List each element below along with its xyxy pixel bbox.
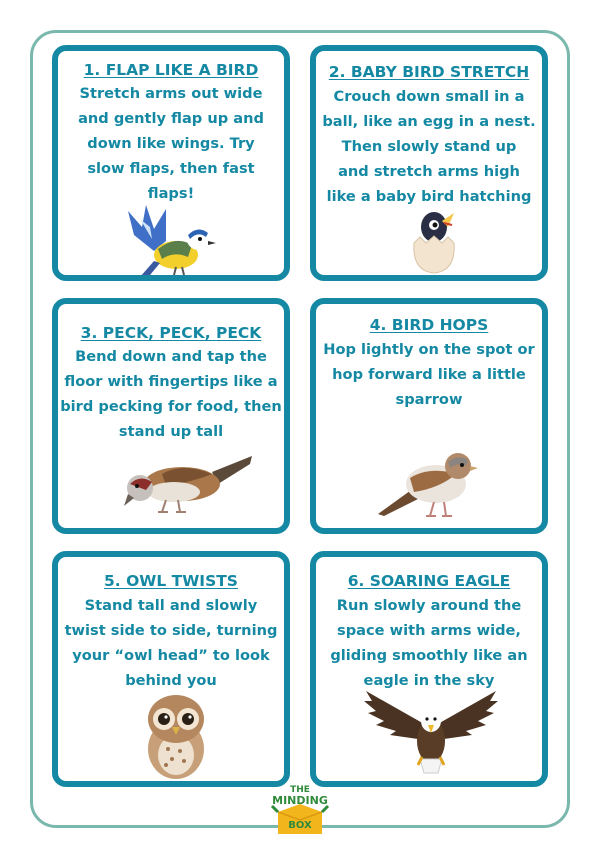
- instruction-line: bird pecking for food, then: [60, 398, 282, 415]
- card-flap-like-a-bird: [52, 45, 290, 281]
- owl-icon: [140, 693, 212, 781]
- instruction-line: slow flaps, then fast: [87, 160, 255, 177]
- instruction-line: twist side to side, turning: [64, 622, 278, 639]
- eagle-icon: [362, 685, 500, 781]
- pecking-sparrow-icon: [122, 454, 254, 520]
- card-title: 5. OWL TWISTS: [104, 572, 238, 590]
- instruction-line: flaps!: [147, 185, 195, 202]
- logo-text-minding: MINDING: [272, 794, 328, 807]
- instruction-line: your “owl head” to look: [72, 647, 270, 664]
- instruction-line: floor with fingertips like a: [64, 373, 278, 390]
- instruction-line: Stretch arms out wide: [79, 85, 263, 102]
- card-title: 4. BIRD HOPS: [369, 316, 489, 334]
- card-instructions: [58, 593, 284, 693]
- instruction-line: Hop lightly on the spot or: [323, 341, 535, 358]
- instruction-line: behind you: [125, 672, 217, 689]
- card-title: 2. BABY BIRD STRETCH: [328, 63, 530, 81]
- card-title: 1. FLAP LIKE A BIRD: [83, 61, 259, 79]
- instruction-line: down like wings. Try: [87, 135, 255, 152]
- instruction-line: Run slowly around the: [336, 597, 522, 614]
- instruction-line: and gently flap up and: [78, 110, 264, 127]
- instruction-line: and stretch arms high: [338, 163, 520, 180]
- instruction-line: gliding smoothly like an: [330, 647, 528, 664]
- card-owl-twists: [52, 551, 290, 787]
- instruction-line: space with arms wide,: [337, 622, 521, 639]
- card-peck-peck-peck: [52, 298, 290, 534]
- instruction-line: hop forward like a little: [332, 366, 526, 383]
- card-instructions: [58, 81, 284, 206]
- card-soaring-eagle: [310, 551, 548, 787]
- instruction-line: Stand tall and slowly: [84, 597, 258, 614]
- the-minding-box-logo: [268, 782, 332, 838]
- hatching-chick-icon: [408, 203, 460, 275]
- instruction-line: sparrow: [395, 391, 463, 408]
- instruction-line: Then slowly stand up: [341, 138, 517, 155]
- card-instructions: [316, 593, 542, 693]
- blue-tit-bird-icon: [126, 199, 218, 279]
- instruction-line: Bend down and tap the: [75, 348, 267, 365]
- instruction-line: like a baby bird hatching: [326, 188, 532, 205]
- instruction-line: eagle in the sky: [363, 672, 495, 689]
- card-instructions: [316, 337, 542, 412]
- card-baby-bird-stretch: [310, 45, 548, 281]
- instruction-line: ball, like an egg in a nest.: [322, 113, 536, 130]
- logo-text-box: BOX: [288, 820, 312, 831]
- card-title: 3. PECK, PECK, PECK: [80, 324, 262, 342]
- card-instructions: [316, 84, 542, 209]
- sparrow-icon: [374, 444, 480, 524]
- logo-text-the: THE: [290, 785, 310, 795]
- card-bird-hops: [310, 298, 548, 534]
- instruction-line: stand up tall: [118, 423, 224, 440]
- card-title: 6. SOARING EAGLE: [347, 572, 511, 590]
- card-instructions: [58, 344, 284, 444]
- instruction-line: Crouch down small in a: [333, 88, 525, 105]
